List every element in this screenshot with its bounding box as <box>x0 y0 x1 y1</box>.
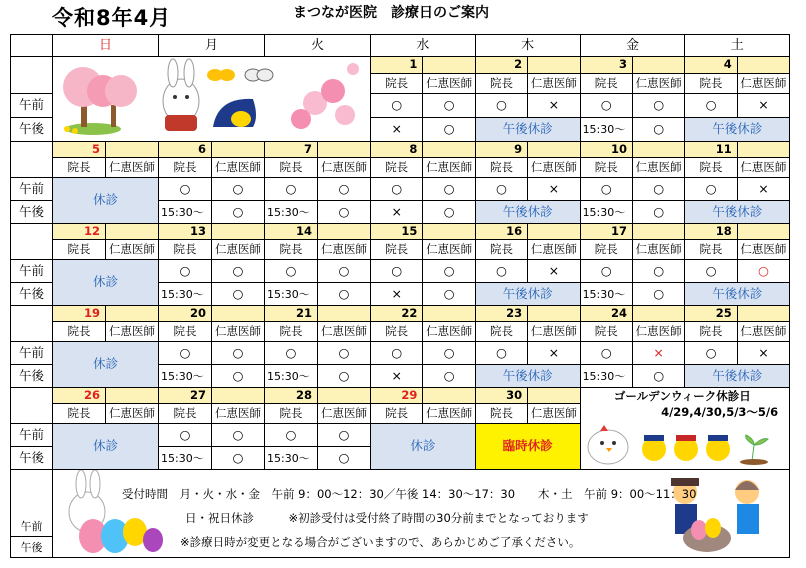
easter-kids-illustration <box>657 470 787 556</box>
golden-week-title: ゴールデンウィーク休診日 <box>613 388 751 403</box>
date-row <box>11 57 790 74</box>
date-cell: 5 <box>53 142 106 158</box>
weekday-sat: 土 <box>685 35 790 57</box>
doctor-row: 院長 仁恵医師 院長 仁恵医師 院長 仁恵医師 院長 仁恵医師 院長 仁恵医師 <box>11 404 790 424</box>
page-title: 令和8年4月 <box>52 6 172 30</box>
am-row: 午前 休診 ○ ○ ○ ○ 休診 臨時休診 <box>11 424 790 447</box>
pm-row: 午後 15:30〜 ○ 15:30〜 ○ <box>11 447 790 470</box>
date-cell: 1 <box>371 57 423 74</box>
pm-off-cell: 午後休診 <box>685 118 790 142</box>
holiday-notice: 日・祝日休診 ※初診受付は受付終了時間の30分前までとなっております <box>185 511 589 525</box>
weekday-wed: 水 <box>371 35 476 57</box>
easter-bunny-illustration <box>55 470 165 556</box>
date-cell: 10 <box>580 142 632 158</box>
date-cell: 7 <box>265 142 318 158</box>
date-row: 19 20 21 22 23 24 25 <box>11 306 790 322</box>
pm-row: 午後 15:30〜 ○ 15:30〜 ○ × ○ 午後休診 15:30〜 ○ 午後休診 <box>11 365 790 388</box>
holiday-off-cell: 休診 <box>371 424 476 470</box>
pm-off-cell: 午後休診 <box>475 118 580 142</box>
calendar-table: 日 月 火 水 木 金 土 1 2 3 4 院長 仁恵医師 院長 仁恵医師 院長 仁恵医師 院長 仁恵医師 午前 ○ ○ ○ × ○ ○ ○ × 午後 × ○ 午後休診 15:30〜 ○ 午後休診 5 6 7 8 9 10 11 院長 仁恵医師 院長 仁恵医師 院長 仁恵医師 院長 仁恵医師 院長 仁恵医師 院長 仁恵医師 院長 仁恵医師 午前 休診 ○ ○ ○ ○ ○ ○ ○ × ○ ○ ○ × 午後 15:30〜 ○ 15:30〜 ○ × ○ 午後休診 15:30〜 ○ 午後休診 12 13 14 15 16 17 18 院長 仁恵医師 院長 仁恵医師 院長 仁恵医師 院長 仁恵医師 院長 仁恵医師 院長 仁恵医師 院長 仁恵医師 午前 休診 ○ ○ ○ ○ ○ ○ ○ × ○ ○ ○ ○ 午後 15:30〜 ○ 15:30〜 ○ × ○ 午後休診 15:30〜 ○ 午後休診 19 20 21 22 23 24 25 院長 仁恵医師 院長 仁恵医師 院長 仁恵医師 院長 仁恵医師 院長 仁恵医師 院長 仁恵医師 院長 仁恵医師 午前 休診 ○ ○ ○ ○ ○ ○ ○ × ○ × ○ × 午後 15:30〜 ○ 15:30〜 ○ × ○ 午後休診 15:30〜 ○ 午後休診 26 27 28 29 30 ゴールデンウィーク休診日 4/29,4/30,5/3〜5/6 院長 仁恵医師 院長 仁恵医師 院長 仁恵医師 院長 仁恵医師 院長 仁恵医師 午前 休診 ○ ○ ○ ○ 休診 臨時休診 午後 15:30〜 ○ 15:30〜 ○ 午前 午後 <box>10 34 790 558</box>
date-cell: 8 <box>371 142 423 158</box>
doctor-row: 院長 仁恵医師 院長 仁恵医師 院長 仁恵医師 院長 仁恵医師 院長 仁恵医師 院長 仁恵医師 院長 仁恵医師 <box>11 322 790 342</box>
doctor-row: 院長 仁恵医師 院長 仁恵医師 院長 仁恵医師 院長 仁恵医師 院長 仁恵医師 院長 仁恵医師 院長 仁恵医師 <box>11 240 790 260</box>
cherry-blossom-illustration <box>53 57 365 141</box>
date-row <box>11 142 790 158</box>
pm-row: 午後 × ○ 午後休診 15:30〜 ○ 午後休診 <box>11 118 790 142</box>
doctor-row: 院長 仁恵医師 院長 仁恵医師 院長 仁恵医師 院長 仁恵医師 院長 仁恵医師 院長 仁恵医師 院長 仁恵医師 <box>11 158 790 178</box>
date-cell: 3 <box>580 57 632 74</box>
date-cell: 6 <box>159 142 212 158</box>
doctor-head-label: 院長 <box>685 73 737 94</box>
am-label: 午前 <box>11 94 53 118</box>
weekday-sun: 日 <box>53 35 159 57</box>
special-off-cell: 臨時休診 <box>475 424 580 470</box>
reception-hours: 受付時間 月・火・水・金 午前 9：00〜12：30／午後 14：30〜17：30 木・土 午前 9：00〜11：30 <box>122 487 697 501</box>
doctor-hitoe-label: 仁恵医師 <box>632 73 684 94</box>
doctor-hitoe-label: 仁恵医師 <box>528 73 580 94</box>
date-row: 26 27 28 29 30 ゴールデンウィーク休診日 4/29,4/30,5/3〜5/6 <box>11 388 790 404</box>
change-notice: ※診療日時が変更となる場合がございますので、あらかじめご了承ください。 <box>180 535 581 549</box>
corner-cell <box>11 35 53 57</box>
pm-label: 午後 <box>11 118 53 142</box>
doctor-head-label: 院長 <box>371 73 423 94</box>
doctor-head-label: 院長 <box>580 73 632 94</box>
weekday-tue: 火 <box>265 35 371 57</box>
weekday-mon: 月 <box>159 35 265 57</box>
date-cell: 11 <box>685 142 737 158</box>
doctor-head-label: 院長 <box>475 73 527 94</box>
am-row: 午前 休診 ○ ○ ○ ○ ○ ○ ○ × ○ × ○ × <box>11 342 790 365</box>
day-off-cell: 休診 <box>53 178 159 224</box>
weekday-fri: 金 <box>580 35 685 57</box>
date-row: 12 13 14 15 16 17 18 <box>11 224 790 240</box>
am-row: 午前 休診 ○ ○ ○ ○ ○ ○ ○ × ○ ○ ○ ○ <box>11 260 790 283</box>
spring-illustration <box>53 57 371 142</box>
golden-week-dates: 4/29,4/30,5/3〜5/6 <box>661 405 779 419</box>
clinic-heading: まつなが医院 診療日のご案内 <box>293 5 489 21</box>
am-row: 午前 休診 ○ ○ ○ ○ ○ ○ ○ × ○ ○ ○ × <box>11 178 790 201</box>
date-cell: 4 <box>685 57 737 74</box>
chicks-illustration <box>582 421 782 465</box>
pm-row: 午後 15:30〜 ○ 15:30〜 ○ × ○ 午後休診 15:30〜 ○ 午後休診 <box>11 201 790 224</box>
am-row: 午前 ○ ○ ○ × ○ ○ ○ × <box>11 94 790 118</box>
weekday-header-row <box>11 35 790 57</box>
date-cell: 9 <box>475 142 527 158</box>
weekday-thu: 木 <box>475 35 580 57</box>
date-cell: 2 <box>475 57 527 74</box>
doctor-hitoe-label: 仁恵医師 <box>737 73 789 94</box>
doctor-hitoe-label: 仁恵医師 <box>423 73 475 94</box>
golden-week-box <box>580 388 790 470</box>
pm-row: 午後 15:30〜 ○ 15:30〜 ○ × ○ 午後休診 15:30〜 ○ 午後休診 <box>11 283 790 306</box>
